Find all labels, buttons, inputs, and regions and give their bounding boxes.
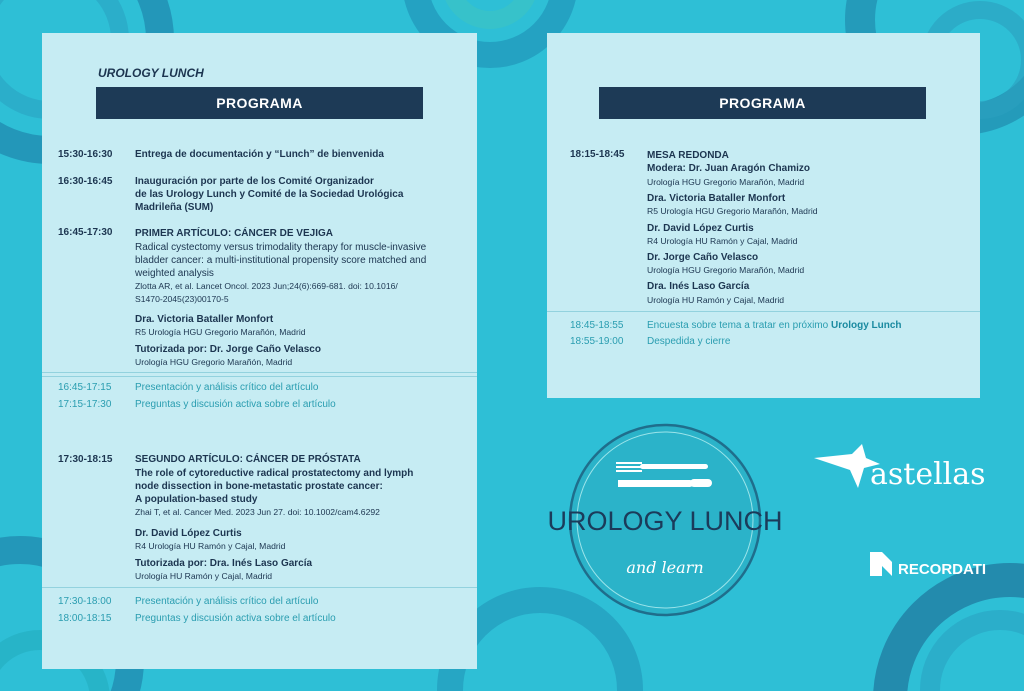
time-slot: 17:30-18:15 <box>58 454 113 465</box>
divider <box>547 311 980 312</box>
article-title-line: The role of cytoreductive radical prostatectomy and lymph <box>135 468 414 479</box>
recordati-mark-icon <box>870 552 892 576</box>
mesa-heading: MESA REDONDA <box>647 150 729 161</box>
knife-icon <box>618 479 712 487</box>
moderator-name: Modera: Dr. Juan Aragón Chamizo <box>647 163 810 174</box>
tutor-name: Tutorizada por: Dra. Inés Laso García <box>135 558 313 569</box>
panelist-affiliation: Urología HU Ramón y Cajal, Madrid <box>647 295 785 305</box>
program-banner-left: PROGRAMA <box>96 87 423 119</box>
article-title-line: node dissection in bone-metastatic prostate cancer: <box>135 481 383 492</box>
program-banner-right: PROGRAMA <box>599 87 926 119</box>
logo-lunch-subtitle: and learn <box>626 558 704 577</box>
agenda-item: Preguntas y discusión activa sobre el artículo <box>135 399 336 410</box>
logo-lunch-title: UROLOGY LUNCH <box>547 506 783 536</box>
agenda-item-line: Inauguración por parte de los Comité Organizador <box>135 176 374 187</box>
agenda-item: Presentación y análisis crítico del artículo <box>135 382 319 393</box>
survey-bold: Urology Lunch <box>830 320 902 331</box>
time-slot: 18:45-18:55 <box>570 320 624 331</box>
survey-text: Encuesta sobre tema a tratar en próximo <box>647 320 831 331</box>
agenda-item: Entrega de documentación y “Lunch” de bienvenida <box>135 149 384 160</box>
article-heading: PRIMER ARTÍCULO: CÁNCER DE VEJIGA <box>135 228 333 239</box>
tutor-name: Tutorizada por: Dr. Jorge Caño Velasco <box>135 344 321 355</box>
panelist-affiliation: Urología HGU Gregorio Marañón, Madrid <box>647 265 805 275</box>
astellas-logo <box>812 440 992 495</box>
speaker-affiliation: R5 Urología HGU Gregorio Marañón, Madrid <box>135 327 306 337</box>
article-reference-line: Zlotta AR, et al. Lancet Oncol. 2023 Jun;24(6):669-681. doi: 10.1016/ <box>135 281 398 291</box>
section-label: UROLOGY LUNCH <box>98 66 204 80</box>
panelist-name: Dr. Jorge Caño Velasco <box>647 252 759 263</box>
closing-item: Despedida y cierre <box>647 336 731 347</box>
time-slot: 18:00-18:15 <box>58 613 112 624</box>
agenda-item-line: Madrileña (SUM) <box>135 202 214 213</box>
panelist-affiliation: R4 Urología HU Ramón y Cajal, Madrid <box>647 236 798 246</box>
tutor-affiliation: Urología HGU Gregorio Marañón, Madrid <box>135 357 293 367</box>
time-slot: 16:30-16:45 <box>58 176 113 187</box>
moderator-affiliation: Urología HGU Gregorio Marañón, Madrid <box>647 177 805 187</box>
time-slot: 16:45-17:30 <box>58 227 113 238</box>
recordati-logo <box>868 548 988 580</box>
panelist-name: Dra. Victoria Bataller Monfort <box>647 193 786 204</box>
divider <box>42 372 477 373</box>
article-reference-line: S1470-2045(23)00170-5 <box>135 294 229 304</box>
divider <box>42 587 477 588</box>
tutor-affiliation: Urología HU Ramón y Cajal, Madrid <box>135 571 273 581</box>
survey-item <box>647 319 902 332</box>
article-title-line: Radical cystectomy versus trimodality therapy for muscle-invasive <box>135 242 427 253</box>
time-slot: 18:15-18:45 <box>570 149 625 160</box>
panelist-name: Dra. Inés Laso García <box>647 281 750 292</box>
speaker-name: Dra. Victoria Bataller Monfort <box>135 314 274 325</box>
divider <box>42 376 477 377</box>
agenda-item: Presentación y análisis crítico del artículo <box>135 596 319 607</box>
article-title-line: A population-based study <box>135 494 258 505</box>
speaker-affiliation: R4 Urología HU Ramón y Cajal, Madrid <box>135 541 286 551</box>
agenda-item-line: de las Urology Lunch y Comité de la Sociedad Urológica <box>135 189 404 200</box>
recordati-wordmark: RECORDATI <box>898 561 987 578</box>
speaker-name: Dr. David López Curtis <box>135 528 242 539</box>
time-slot: 18:55-19:00 <box>570 336 624 347</box>
article-reference-line: Zhai T, et al. Cancer Med. 2023 Jun 27. doi: 10.1002/cam4.6292 <box>135 507 380 517</box>
article-heading: SEGUNDO ARTÍCULO: CÁNCER DE PRÓSTATA <box>135 454 361 465</box>
time-slot: 15:30-16:30 <box>58 149 113 160</box>
astellas-wordmark: astellas <box>870 457 986 492</box>
panelist-name: Dr. David López Curtis <box>647 223 754 234</box>
agenda-item: Preguntas y discusión activa sobre el artículo <box>135 613 336 624</box>
time-slot: 17:30-18:00 <box>58 596 112 607</box>
panelist-affiliation: R5 Urología HGU Gregorio Marañón, Madrid <box>647 206 818 216</box>
article-title-line: weighted analysis <box>135 268 214 279</box>
article-title-line: bladder cancer: a multi-institutional propensity score matched and <box>135 255 427 266</box>
time-slot: 16:45-17:15 <box>58 382 112 393</box>
urology-lunch-logo <box>540 420 790 620</box>
time-slot: 17:15-17:30 <box>58 399 112 410</box>
